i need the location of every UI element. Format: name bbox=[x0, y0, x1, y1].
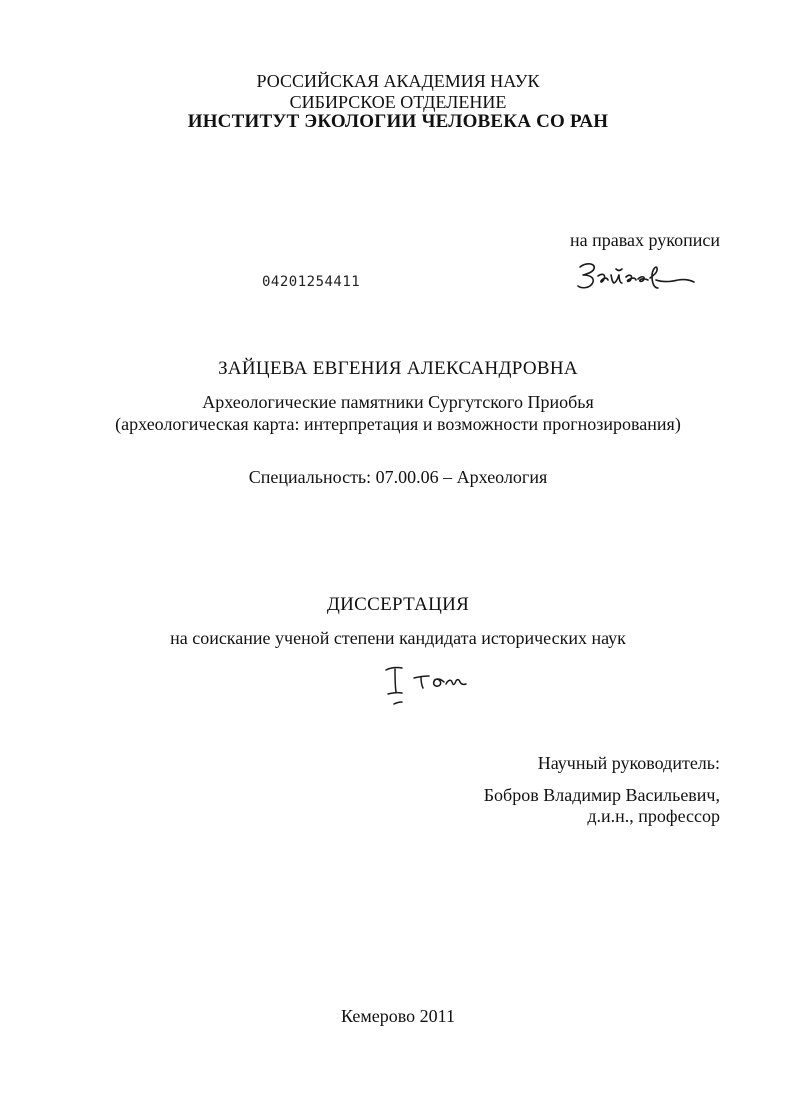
supervisor-label: Научный руководитель: bbox=[537, 753, 720, 773]
supervisor-degree: д.и.н., профессор bbox=[587, 806, 720, 826]
dissertation-title-line-1: Археологические памятники Сургутского Приобья bbox=[202, 392, 594, 412]
document-type: ДИССЕРТАЦИЯ bbox=[326, 594, 470, 615]
degree-line: на соискание ученой степени кандидата исторических наук bbox=[170, 628, 626, 648]
institute-line: ИНСТИТУТ ЭКОЛОГИИ ЧЕЛОВЕКА СО РАН bbox=[187, 111, 609, 132]
dissertation-title-line-2: (археологическая карта: интерпретация и возможности прогнозирования) bbox=[115, 414, 681, 434]
volume-note-handwriting bbox=[380, 664, 480, 710]
manuscript-note: на правах рукописи bbox=[570, 230, 720, 250]
supervisor-name: Бобров Владимир Васильевич, bbox=[483, 785, 720, 805]
branch-line: СИБИРСКОЕ ОТДЕЛЕНИЕ bbox=[289, 92, 507, 112]
author-signature bbox=[574, 258, 698, 298]
specialty-line: Специальность: 07.00.06 – Археология bbox=[248, 467, 548, 487]
author-name: ЗАЙЦЕВА ЕВГЕНИЯ АЛЕКСАНДРОВНА bbox=[218, 358, 578, 379]
archive-stamp-number: 04201254411 bbox=[262, 274, 361, 290]
place-year: Кемерово 2011 bbox=[341, 1006, 455, 1026]
academy-line: РОССИЙСКАЯ АКАДЕМИЯ НАУК bbox=[256, 71, 540, 91]
